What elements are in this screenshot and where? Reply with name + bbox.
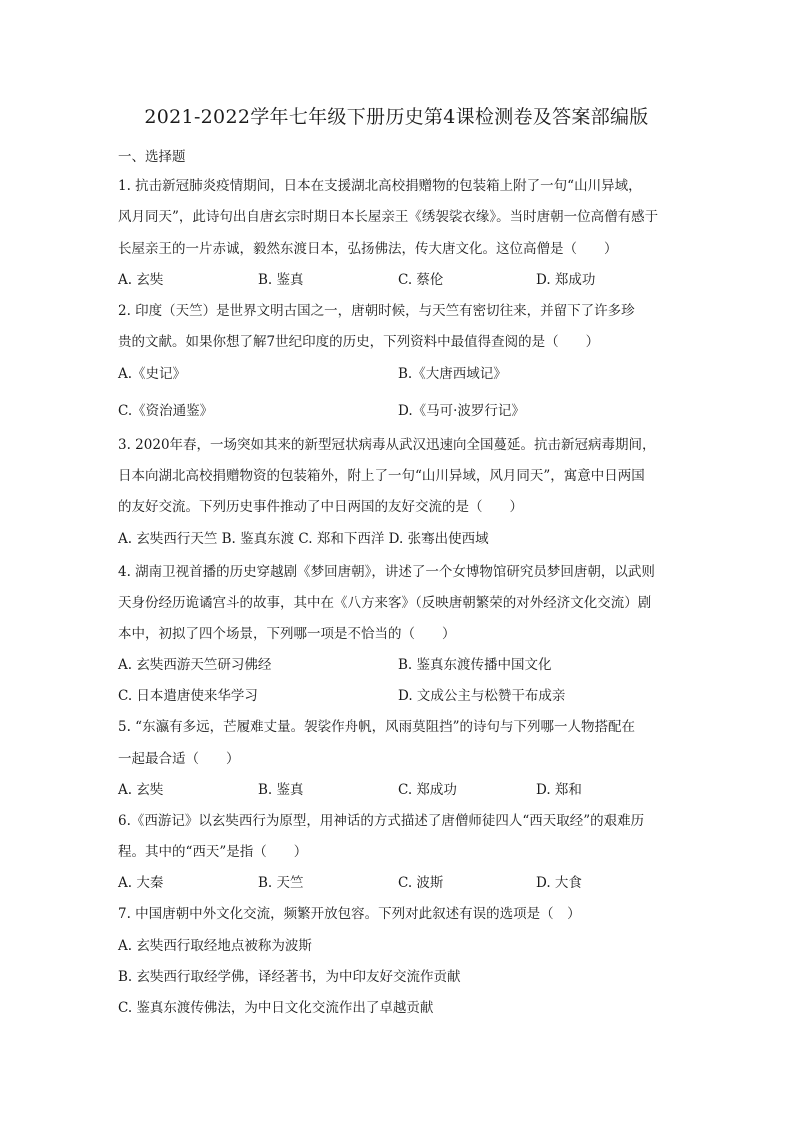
question-5-option-c: C. 郑成功 (398, 782, 457, 798)
question-6-option-b: B. 天竺 (258, 875, 304, 891)
question-4-option-c: C. 日本遣唐使来华学习 (118, 688, 258, 704)
question-5-option-d: D. 郑和 (536, 782, 582, 798)
page-title: 2021-2022学年七年级下册历史第4课检测卷及答案部编版 (144, 106, 649, 128)
question-3-line-1: 3. 2020年春，一场突如其来的新型冠状病毒从武汉迅速向全国蔓延。抗击新冠病毒期间， (118, 437, 656, 453)
question-2-line-1: 2. 印度（天竺）是世界文明古国之一，唐朝时候，与天竺有密切往来，并留下了许多珍 (118, 303, 635, 319)
question-5-option-a: A. 玄奘 (118, 782, 164, 798)
question-6-line-1: 6.《西游记》以玄奘西行为原型，用神话的方式描述了唐僧师徒四人“西天取经”的艰难历 (118, 813, 645, 829)
question-1-line-1: 1. 抗击新冠肺炎疫情期间，日本在支援湖北高校捐赠物的包装箱上附了一句“山川异域， (118, 178, 642, 194)
question-4-option-b: B. 鉴真东渡传播中国文化 (398, 657, 552, 673)
question-1-option-a: A. 玄奘 (118, 272, 164, 288)
question-1-option-c: C. 蔡伦 (398, 272, 444, 288)
question-2-option-b: B.《大唐西域记》 (398, 366, 507, 382)
question-5-line-1: 5. “东瀛有多远，芒履难丈量。袈裟作舟帆，风雨莫阻挡”的诗句与下列哪一人物搭配在 (118, 719, 635, 735)
question-7-line-1: 7. 中国唐朝中外文化交流，频繁开放包容。下列对此叙述有误的选项是（ ） (118, 906, 581, 922)
question-1-line-2: 风月同天”，此诗句出自唐玄宗时期日本长屋亲王《绣袈裟衣缘》。当时唐朝一位高僧有感于 (118, 209, 659, 225)
question-2-line-2: 贵的文献。如果你想了解7世纪印度的历史，下列资料中最值得查阅的是（ ） (118, 334, 600, 350)
question-1-line-3: 长屋亲王的一片赤诚，毅然东渡日本，弘扬佛法，传大唐文化。这位高僧是（ ） (118, 241, 618, 257)
question-4-option-d: D. 文成公主与松赞干布成亲 (398, 688, 566, 704)
question-6-option-c: C. 波斯 (398, 875, 444, 891)
question-7-option-b: B. 玄奘西行取经学佛，译经著书，为中印友好交流作贡献 (118, 969, 461, 985)
question-3-line-3: 的友好交流。下列历史事件推动了中日两国的友好交流的是（ ） (118, 499, 523, 515)
question-3-line-2: 日本向湖北高校捐赠物资的包装箱外，附上了一句“山川异域，风月同天”，寓意中日两国 (118, 468, 645, 484)
question-4-option-a: A. 玄奘西游天竺研习佛经 (118, 657, 272, 673)
question-4-line-1: 4. 湖南卫视首播的历史穿越剧《梦回唐朝》，讲述了一个女博物馆研究员梦回唐朝，以武则 (118, 564, 655, 580)
question-6-line-2: 程。其中的“西天”是指（ ） (118, 844, 308, 860)
question-2-option-a: A.《史记》 (118, 366, 187, 382)
question-5-line-2: 一起最合适（ ） (118, 751, 240, 767)
question-5-option-b: B. 鉴真 (258, 782, 304, 798)
question-1-option-d: D. 郑成功 (536, 272, 596, 288)
question-6-option-d: D. 大食 (536, 875, 582, 891)
question-7-option-c: C. 鉴真东渡传佛法，为中日文化交流作出了卓越贡献 (118, 1000, 434, 1016)
question-1-option-b: B. 鉴真 (258, 272, 304, 288)
question-3-options: A. 玄奘西行天竺 B. 鉴真东渡 C. 郑和下西洋 D. 张骞出使西域 (118, 531, 489, 547)
question-2-option-d: D.《马可·波罗行记》 (398, 403, 525, 419)
question-7-option-a: A. 玄奘西行取经地点被称为波斯 (118, 938, 312, 954)
section-heading: 一、选择题 (118, 149, 186, 165)
question-4-line-2: 天身份经历诡谲宫斗的故事，其中在《八方来客》（反映唐朝繁荣的对外经济文化交流）剧 (118, 595, 652, 611)
question-2-option-c: C.《资治通鉴》 (118, 403, 214, 419)
question-6-option-a: A. 大秦 (118, 875, 164, 891)
question-4-line-3: 本中，初拟了四个场景，下列哪一项是不恰当的（ ） (118, 626, 456, 642)
